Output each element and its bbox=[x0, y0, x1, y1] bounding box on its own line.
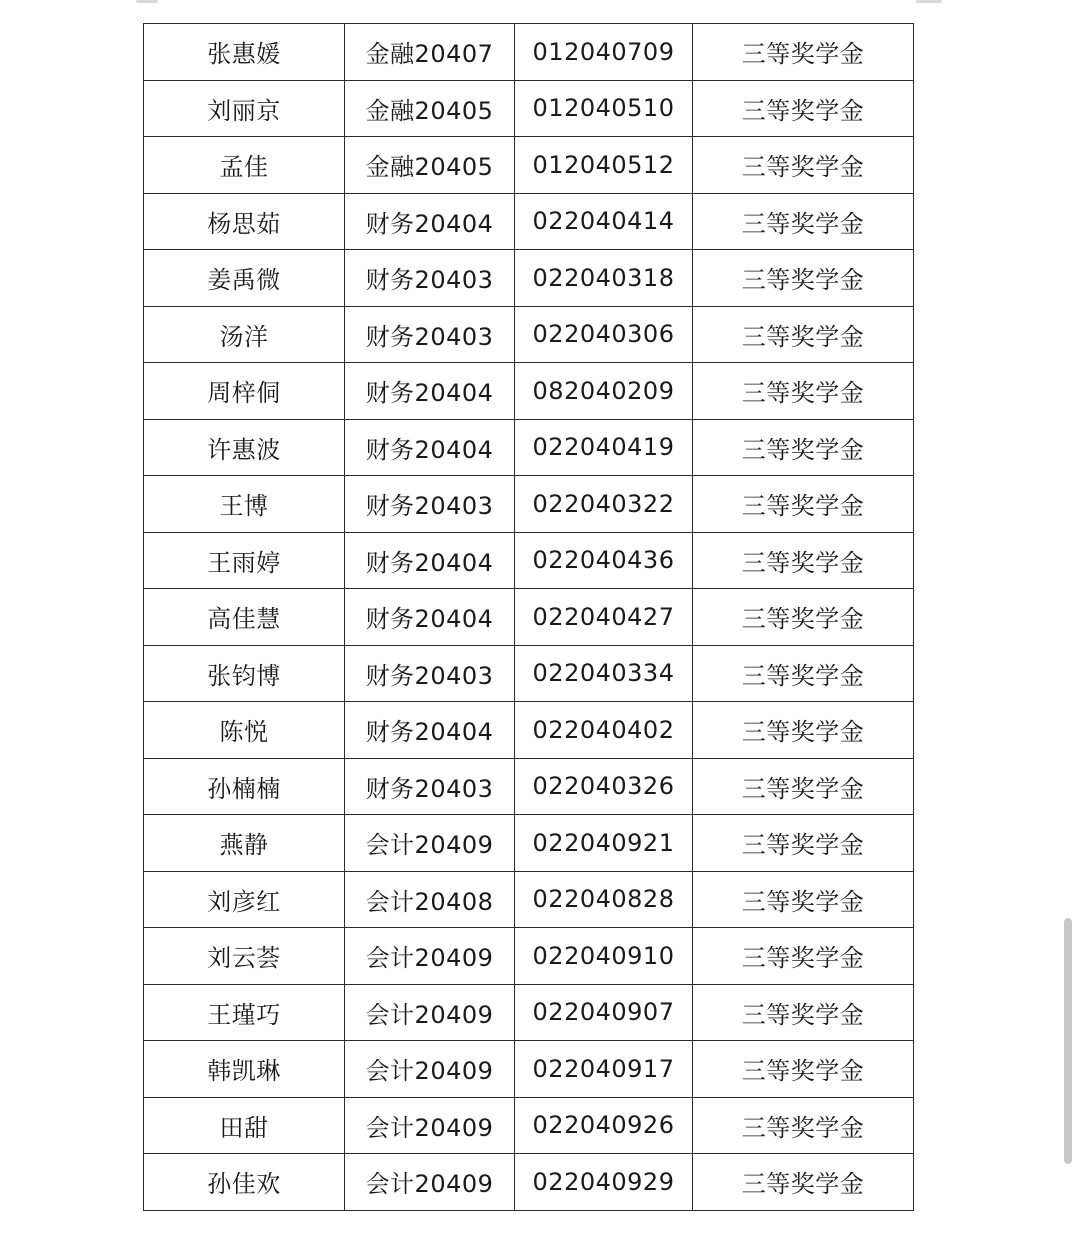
student-id-cell: 022040326 bbox=[515, 758, 693, 815]
name-cell: 燕静 bbox=[144, 815, 345, 872]
class-cell: 财务20403 bbox=[345, 306, 515, 363]
award-cell: 三等奖学金 bbox=[693, 1097, 914, 1154]
award-cell: 三等奖学金 bbox=[693, 250, 914, 307]
student-id-cell: 082040209 bbox=[515, 363, 693, 420]
award-cell: 三等奖学金 bbox=[693, 702, 914, 759]
name-cell: 王雨婷 bbox=[144, 532, 345, 589]
class-cell: 财务20403 bbox=[345, 250, 515, 307]
table-row bbox=[144, 758, 914, 815]
table-row bbox=[144, 1154, 914, 1211]
class-cell: 金融20407 bbox=[345, 24, 515, 81]
class-cell: 会计20409 bbox=[345, 928, 515, 985]
name-cell: 周梓侗 bbox=[144, 363, 345, 420]
class-cell: 财务20404 bbox=[345, 702, 515, 759]
table-row bbox=[144, 250, 914, 307]
award-cell: 三等奖学金 bbox=[693, 476, 914, 533]
student-id-cell: 012040512 bbox=[515, 137, 693, 194]
class-cell: 财务20404 bbox=[345, 193, 515, 250]
name-cell: 孙楠楠 bbox=[144, 758, 345, 815]
student-id-cell: 022040427 bbox=[515, 589, 693, 646]
table-row bbox=[144, 1041, 914, 1098]
top-edge-mark-left bbox=[136, 0, 158, 3]
student-id-cell: 022040929 bbox=[515, 1154, 693, 1211]
name-cell: 许惠波 bbox=[144, 419, 345, 476]
student-id-cell: 022040322 bbox=[515, 476, 693, 533]
name-cell: 张钧博 bbox=[144, 645, 345, 702]
award-cell: 三等奖学金 bbox=[693, 363, 914, 420]
table-row bbox=[144, 984, 914, 1041]
class-cell: 会计20409 bbox=[345, 984, 515, 1041]
student-id-cell: 022040907 bbox=[515, 984, 693, 1041]
table-row bbox=[144, 589, 914, 646]
name-cell: 刘丽京 bbox=[144, 80, 345, 137]
class-cell: 财务20404 bbox=[345, 363, 515, 420]
name-cell: 孙佳欢 bbox=[144, 1154, 345, 1211]
name-cell: 姜禹微 bbox=[144, 250, 345, 307]
name-cell: 汤洋 bbox=[144, 306, 345, 363]
award-cell: 三等奖学金 bbox=[693, 80, 914, 137]
name-cell: 王瑾巧 bbox=[144, 984, 345, 1041]
award-cell: 三等奖学金 bbox=[693, 815, 914, 872]
table-row bbox=[144, 419, 914, 476]
table-body bbox=[144, 24, 914, 1211]
student-id-cell: 022040414 bbox=[515, 193, 693, 250]
table-row bbox=[144, 1097, 914, 1154]
table-row bbox=[144, 24, 914, 81]
class-cell: 金融20405 bbox=[345, 80, 515, 137]
name-cell: 田甜 bbox=[144, 1097, 345, 1154]
award-cell: 三等奖学金 bbox=[693, 306, 914, 363]
student-id-cell: 022040419 bbox=[515, 419, 693, 476]
name-cell: 孟佳 bbox=[144, 137, 345, 194]
award-cell: 三等奖学金 bbox=[693, 645, 914, 702]
top-edge-mark-right bbox=[916, 0, 942, 3]
class-cell: 财务20403 bbox=[345, 476, 515, 533]
name-cell: 王博 bbox=[144, 476, 345, 533]
table-row bbox=[144, 645, 914, 702]
award-cell: 三等奖学金 bbox=[693, 589, 914, 646]
class-cell: 财务20404 bbox=[345, 589, 515, 646]
award-cell: 三等奖学金 bbox=[693, 928, 914, 985]
award-cell: 三等奖学金 bbox=[693, 24, 914, 81]
class-cell: 财务20404 bbox=[345, 419, 515, 476]
class-cell: 会计20409 bbox=[345, 1097, 515, 1154]
class-cell: 财务20404 bbox=[345, 532, 515, 589]
award-cell: 三等奖学金 bbox=[693, 532, 914, 589]
table-row bbox=[144, 306, 914, 363]
class-cell: 金融20405 bbox=[345, 137, 515, 194]
table-row bbox=[144, 363, 914, 420]
vertical-scrollbar[interactable] bbox=[1064, 918, 1072, 1164]
student-id-cell: 022040921 bbox=[515, 815, 693, 872]
award-cell: 三等奖学金 bbox=[693, 1154, 914, 1211]
award-cell: 三等奖学金 bbox=[693, 871, 914, 928]
student-id-cell: 022040910 bbox=[515, 928, 693, 985]
class-cell: 财务20403 bbox=[345, 758, 515, 815]
student-id-cell: 022040334 bbox=[515, 645, 693, 702]
award-cell: 三等奖学金 bbox=[693, 984, 914, 1041]
student-id-cell: 022040926 bbox=[515, 1097, 693, 1154]
table-row bbox=[144, 80, 914, 137]
student-id-cell: 012040510 bbox=[515, 80, 693, 137]
award-cell: 三等奖学金 bbox=[693, 419, 914, 476]
student-id-cell: 022040828 bbox=[515, 871, 693, 928]
name-cell: 杨思茹 bbox=[144, 193, 345, 250]
table-row bbox=[144, 193, 914, 250]
student-id-cell: 022040436 bbox=[515, 532, 693, 589]
table-row bbox=[144, 532, 914, 589]
award-cell: 三等奖学金 bbox=[693, 1041, 914, 1098]
name-cell: 陈悦 bbox=[144, 702, 345, 759]
class-cell: 会计20408 bbox=[345, 871, 515, 928]
table-row bbox=[144, 815, 914, 872]
table-row bbox=[144, 702, 914, 759]
table-row bbox=[144, 137, 914, 194]
name-cell: 高佳慧 bbox=[144, 589, 345, 646]
table-row bbox=[144, 871, 914, 928]
class-cell: 会计20409 bbox=[345, 815, 515, 872]
award-cell: 三等奖学金 bbox=[693, 193, 914, 250]
class-cell: 财务20403 bbox=[345, 645, 515, 702]
student-id-cell: 022040917 bbox=[515, 1041, 693, 1098]
student-id-cell: 012040709 bbox=[515, 24, 693, 81]
name-cell: 刘彦红 bbox=[144, 871, 345, 928]
award-cell: 三等奖学金 bbox=[693, 758, 914, 815]
student-id-cell: 022040306 bbox=[515, 306, 693, 363]
award-cell: 三等奖学金 bbox=[693, 137, 914, 194]
table-row bbox=[144, 928, 914, 985]
scholarship-table bbox=[143, 23, 914, 1211]
student-id-cell: 022040318 bbox=[515, 250, 693, 307]
table-row bbox=[144, 476, 914, 533]
name-cell: 刘云荟 bbox=[144, 928, 345, 985]
name-cell: 韩凯琳 bbox=[144, 1041, 345, 1098]
class-cell: 会计20409 bbox=[345, 1154, 515, 1211]
name-cell: 张惠媛 bbox=[144, 24, 345, 81]
student-id-cell: 022040402 bbox=[515, 702, 693, 759]
class-cell: 会计20409 bbox=[345, 1041, 515, 1098]
